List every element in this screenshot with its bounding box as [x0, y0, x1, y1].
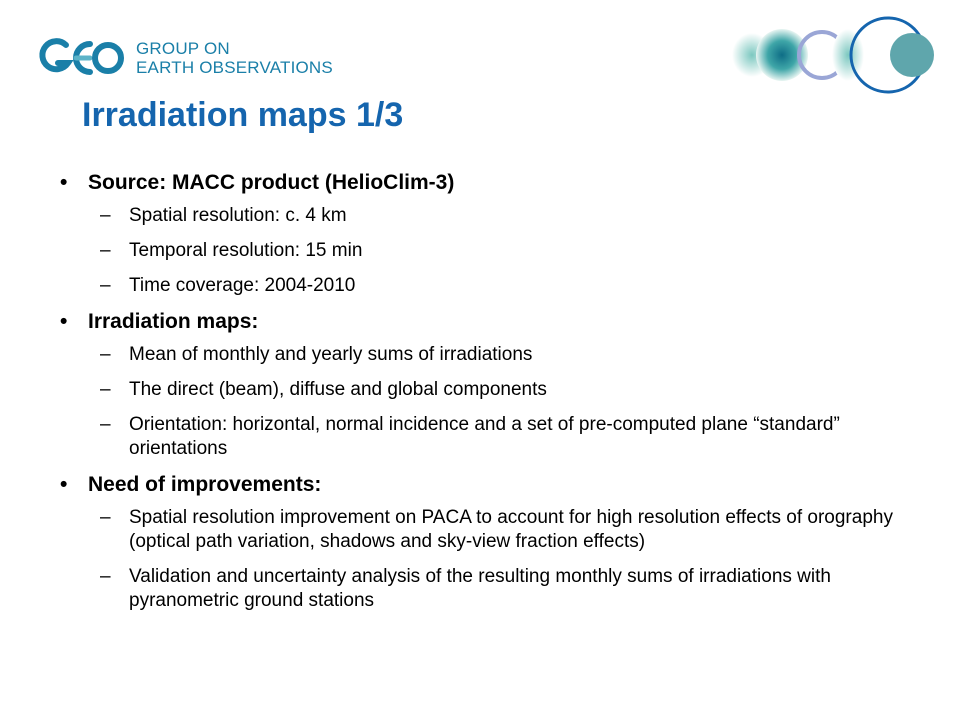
sub-item-text: Spatial resolution improvement on PACA to account for high resolution effects of orography (optical path variation, shadows and sky-view fraction effects)	[129, 507, 893, 552]
bullet-text: Irradiation maps:	[88, 310, 259, 333]
dash-icon: –	[100, 240, 111, 261]
dash-icon: –	[100, 344, 111, 365]
bullet-icon: •	[60, 171, 68, 194]
bullet-text: Need of improvements:	[88, 473, 322, 496]
sub-item	[58, 239, 918, 263]
geo-logo-icon	[38, 36, 128, 80]
sub-item	[58, 343, 918, 367]
sub-item	[58, 274, 918, 298]
sub-item-text: Temporal resolution: 15 min	[129, 240, 363, 261]
sub-item	[58, 413, 918, 461]
bullet-icon: •	[60, 473, 68, 496]
dash-icon: –	[100, 566, 111, 587]
bullet-icon: •	[60, 310, 68, 333]
bullet-heading	[58, 472, 918, 498]
sub-item-text: Spatial resolution: c. 4 km	[129, 205, 347, 226]
bullet-text: Source: MACC product (HelioClim-3)	[88, 171, 455, 194]
sub-item-text: Orientation: horizontal, normal incidence and a set of pre-computed plane “standard” orientations	[129, 414, 840, 459]
dash-icon: –	[100, 275, 111, 296]
sub-item	[58, 378, 918, 402]
section-source	[58, 170, 918, 298]
bullet-heading	[58, 170, 918, 196]
bullet-heading	[58, 309, 918, 335]
slide-content	[58, 170, 918, 624]
geo-logo-text	[136, 39, 333, 77]
dash-icon: –	[100, 507, 111, 528]
circles-emblem-icon	[726, 10, 946, 100]
sub-item-text: Validation and uncertainty analysis of the resulting monthly sums of irradiations with pyranometric ground stations	[129, 566, 831, 611]
sub-item-text: Time coverage: 2004-2010	[129, 275, 356, 296]
section-improvements	[58, 472, 918, 613]
sub-item	[58, 204, 918, 228]
dash-icon: –	[100, 379, 111, 400]
slide-title: Irradiation maps 1/3	[82, 96, 404, 134]
logo-line-1: GROUP ON	[136, 39, 230, 58]
geo-logo	[38, 36, 333, 80]
sub-item-text: Mean of monthly and yearly sums of irradiations	[129, 344, 533, 365]
dash-icon: –	[100, 414, 111, 435]
section-irradiation-maps	[58, 309, 918, 461]
sub-item-text: The direct (beam), diffuse and global components	[129, 379, 547, 400]
sub-item	[58, 506, 918, 554]
dash-icon: –	[100, 205, 111, 226]
sub-item	[58, 565, 918, 613]
logo-line-2: EARTH OBSERVATIONS	[136, 58, 333, 77]
